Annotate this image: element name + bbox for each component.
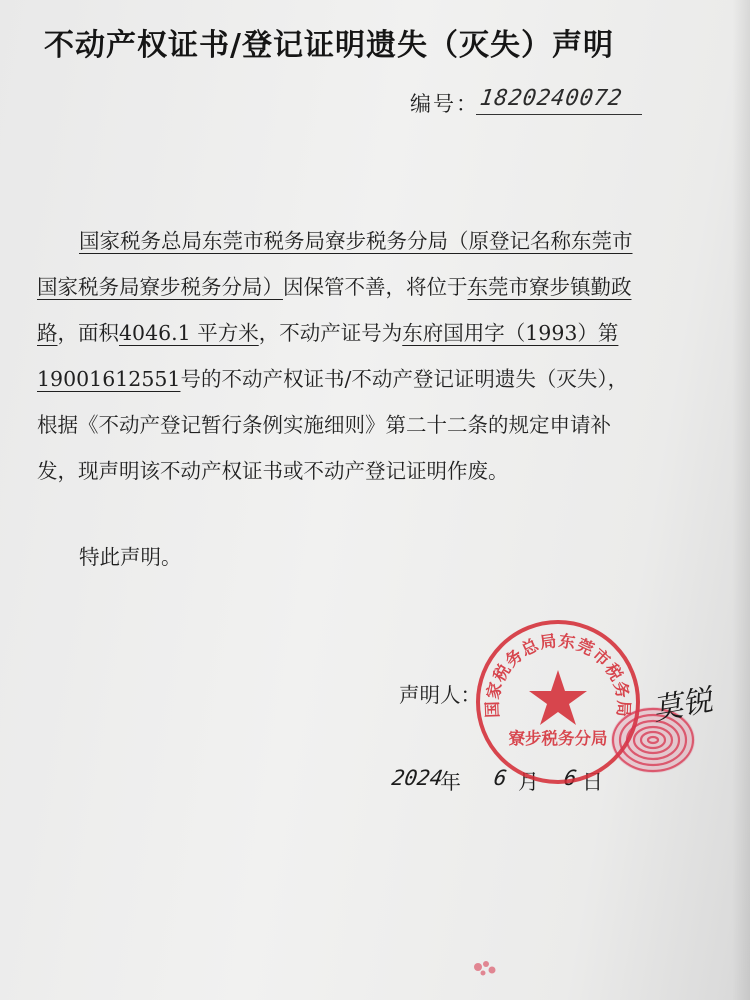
date-day-unit: 日 (582, 770, 603, 794)
date-month-unit: 月 (518, 770, 539, 794)
closing-statement: 特此声明。 (79, 545, 182, 569)
serial-number-field (410, 84, 642, 116)
body-text-segment: ，不动产证号为 (258, 321, 403, 345)
serial-number-label: 编号： (410, 92, 479, 116)
date-day: 6 (562, 766, 579, 790)
date-year: 2024 (390, 766, 445, 790)
declaration-body (37, 218, 647, 494)
serial-number-value: 1820240072 (478, 86, 625, 111)
date-year-unit: 年 (440, 770, 461, 794)
declarant-label: 声明人： (399, 683, 481, 707)
property-location: 东莞市寮步镇勤政路 (37, 275, 632, 345)
star-icon (529, 670, 587, 725)
page-edge-shadow (732, 0, 750, 1000)
serial-number-underline (476, 114, 642, 115)
seal-arc-text: 国家税务总局东莞市税务局 (482, 631, 634, 719)
seal-bottom-text: 寮步税务分局 (508, 729, 608, 748)
body-text-segment: 号的不动产权证书/不动产登记证明遗失（灭失），根据《不动产登记暂行条例实施细则》第二十二条的规定申请补发，现声明该不动产权证书或不动产登记证明作废。 (37, 367, 629, 483)
document-title: 不动产权证书/登记证明遗失（灭失）声明 (44, 28, 614, 63)
certificate-number: 东府国用字（1993）第 19001612551 (37, 321, 619, 391)
property-area: 4046.1 平方米 (119, 321, 259, 345)
applicant-name: 国家税务总局东莞市税务局寮步税务分局（原登记名称东莞市国家税务局寮步税务分局） (37, 229, 633, 299)
handwritten-signature: 莫锐 (650, 683, 716, 728)
ink-smudge (468, 955, 504, 981)
indent-spacer (37, 229, 79, 253)
body-text-segment: 因保管不善，将位于 (283, 275, 468, 299)
declaration-paragraph (37, 218, 647, 494)
date-month: 6 (492, 766, 509, 790)
body-text-segment: ，面积 (57, 321, 119, 345)
